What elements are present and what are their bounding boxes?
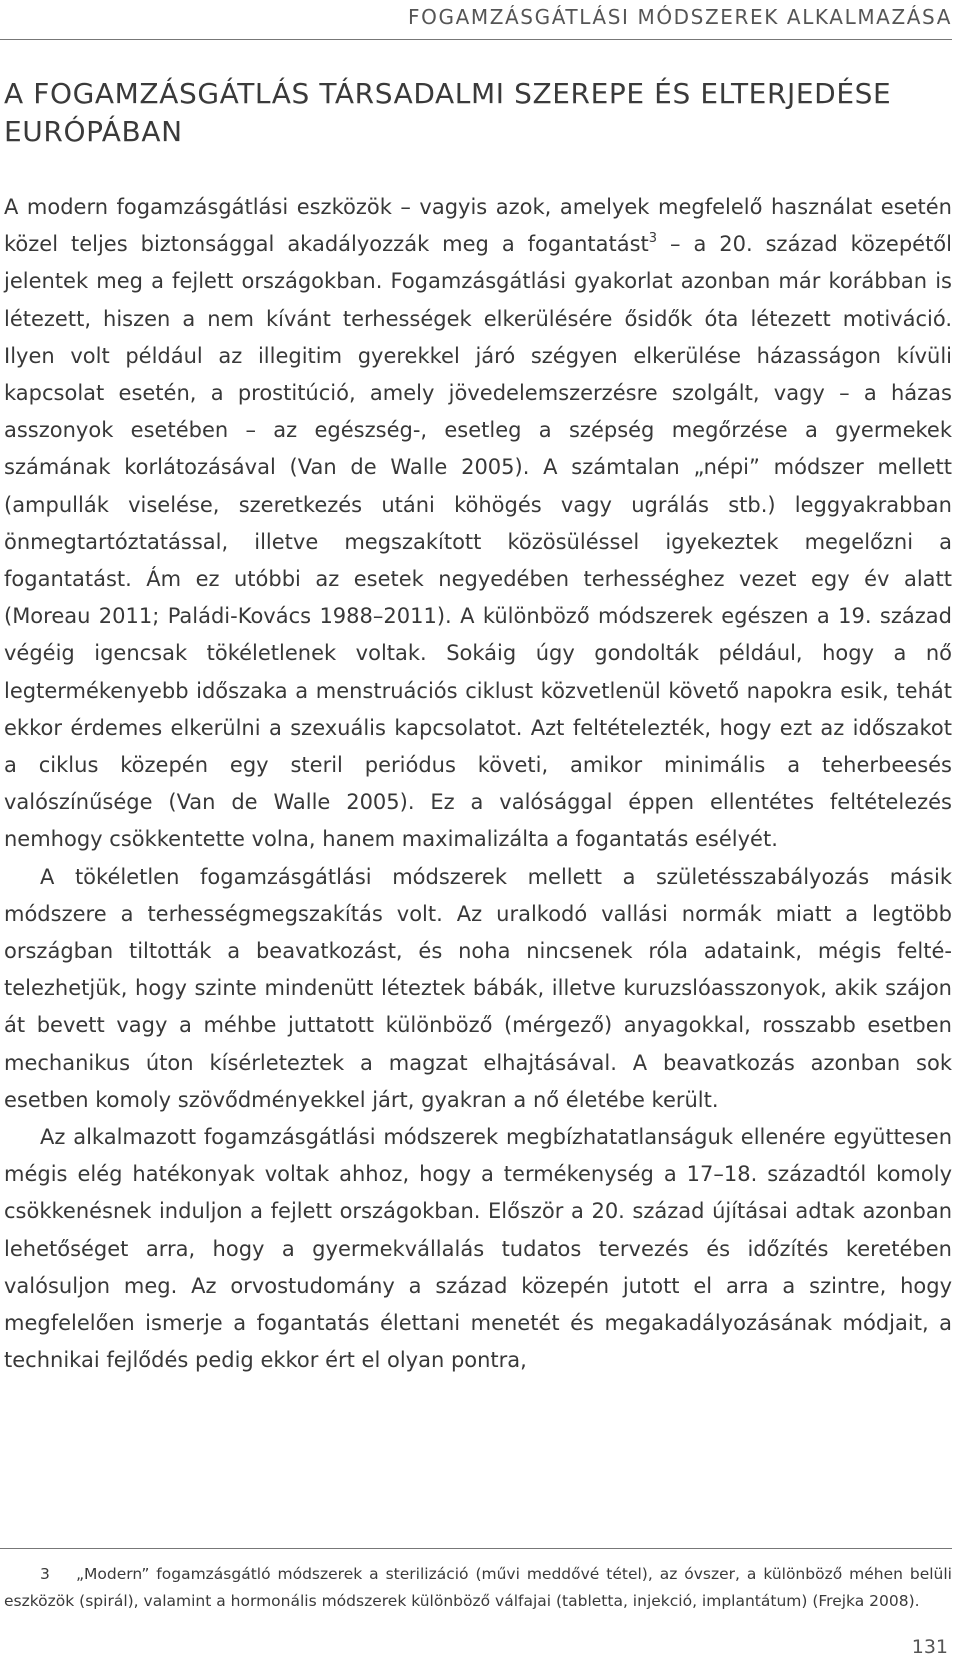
paragraph-1-text-before-ref: A modern fogamzásgátlási eszközök – vagyis azok, amelyek megfelelő használat esetén közel teljes biztonsággal akadályozzák meg a fogantatást <box>4 195 952 257</box>
footnote-divider <box>0 1548 952 1549</box>
footnote-text: „Modern” fogamzásgátló módszerek a sterilizáció (művi meddővé tétel), az óvszer, a különböző méhen belüli eszközök (spirál), valamint a hormonális módszerek különböző válfajai (tabletta, injekció, implantátum) (Frejka 2008). <box>4 1565 952 1610</box>
paragraph-2: A tökéletlen fogamzásgátlási módszerek mellett a születésszabályozás másik módszere a terhességmegszakítás volt. Az uralkodó vallási normák miatt a legtöbb országban tiltották a beavatkozást, és noha nincsenek róla adataink, mégis feltételezhetjük, hogy szinte mindenütt léteztek bábák, illetve kuruzslóasszonyok, akik szájon át bevett vagy a méhbe juttatott különböző (mérgező) anyagokkal, rosszabb esetben mechanikus úton kísérleteztek a magzat elhajtásával. A beavatkozás azonban sok esetben komoly szövődményekkel járt, gyakran a nő életébe került. <box>4 864 952 1112</box>
footnote <box>4 1561 952 1615</box>
page-number: 131 <box>911 1636 948 1658</box>
footnote-reference: 3 <box>648 231 658 247</box>
section-title: A FOGAMZÁSGÁTLÁS TÁRSADALMI SZEREPE ÉS ELTERJEDÉSE EURÓPÁBAN <box>4 77 892 148</box>
paragraph-3: Az alkalmazott fogamzásgátlási módszerek megbízhatatlanságuk ellenére együttesen mégis elég hatékonyak voltak ahhoz, hogy a termékenység a 17–18. századtól komoly csökkenésnek induljon a fejlett országokban. Először a 20. század újításai adtak azonban lehetőséget arra, hogy a gyermekvállalás tudatos tervezés és időzítés keretében valósuljon meg. Az orvostudomány a század közepén jutott el arra a szintre, hogy megfelelően ismerje a fogantatás élettani menetét és megakadályozásának módjait, a technikai fejlődés pedig ekkor ért el olyan pontra, <box>4 1125 952 1373</box>
header-divider <box>0 39 952 40</box>
paragraph-1-text-after-ref: – a 20. század közepétől jelentek meg a fejlett országokban. Fogamzásgátlási gyakorlat azonban már korábban is létezett, hiszen a nem kívánt terhességek elkerülésére ősidők óta létezett motiváció. Ilyen volt például az illegitim gyerekkel járó szégyen elkerülése házasságon kívüli kapcsolat esetén, a prostitúció, amely jövedelemszerzésre szolgált, vagy – a házas asszonyok esetében – az egészség-, esetleg a szépség megőrzése a gyermekek számának korlátozásával (Van de Walle 2005). A számtalan „népi” módszer mellett (ampullák viselése, szeretkezés utáni köhögés vagy ugrálás stb.) leggyakrabban önmegtartóztatással, illetve megszakított közösüléssel igyekeztek megelőzni a fogantatást. Ám ez utóbbi az esetek negyedében terhességhez vezet egy év alatt (Moreau 2011; Paládi-Kovács 1988–2011). A különböző módszerek egészen a 19. század végéig igencsak tökéletlenek voltak. Sokáig úgy gondolták például, hogy a nő legtermékenyebb időszaka a menstruációs ciklust közvetlenül követő napokra esik, tehát ekkor érdemes elkerülni a szexuális kapcsolatot. Azt feltételezték, hogy ezt az időszakot a ciklus közepén egy steril periódus követi, amikor minimális a teherbeesés valószínűsége (Van de Walle 2005). Ez a valósággal éppen ellentétes feltételezés nemhogy csökkentette volna, hanem maximalizálta a fogantatás esélyét. <box>4 232 952 852</box>
paragraph-1 <box>4 189 952 859</box>
footnote-number: 3 <box>40 1565 50 1583</box>
running-header: FOGAMZÁSGÁTLÁSI MÓDSZEREK ALKALMAZÁSA <box>408 5 952 29</box>
body-text <box>4 189 952 1380</box>
